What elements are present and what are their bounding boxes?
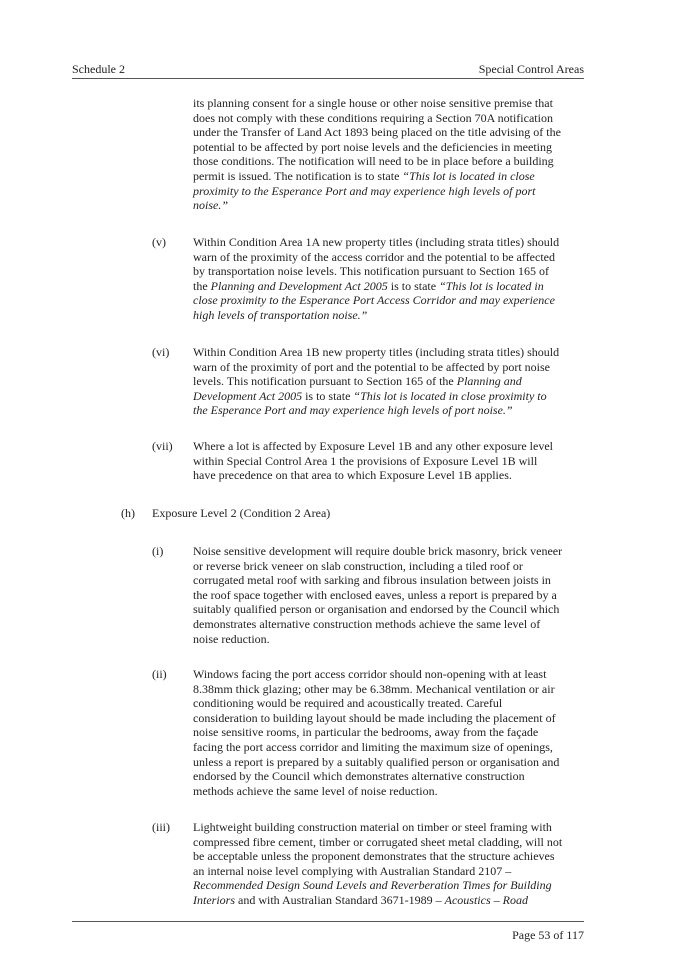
text-line: under the Transfer of Land Act 1893 being placed on the title advising of the — [193, 125, 561, 140]
text-line — [193, 389, 593, 404]
item-ii-text — [193, 667, 593, 798]
italic-quote: proximity to the Esperance Port and may experience high levels of port — [193, 183, 536, 198]
item-number-vii: (vii) — [152, 439, 173, 453]
page-header — [72, 60, 584, 79]
standard-title: Recommended Design Sound Levels and Reverberation Times for Building — [193, 878, 552, 893]
text-span: is to state — [302, 388, 354, 403]
item-number-i: (i) — [152, 544, 164, 558]
text-line: Where a lot is affected by Exposure Level 1B and any other exposure level — [193, 439, 553, 453]
text-line: compressed fibre cement, timber or corrugated sheet metal cladding, will not — [193, 834, 563, 849]
text-line: those conditions. The notification will need to be in place before a building — [193, 154, 554, 169]
continuation-paragraph — [193, 96, 593, 213]
text-line: the roof space together with enclosed eaves, unless a report is prepared by a — [193, 587, 557, 602]
text-line: unless a report is prepared by a suitably qualified person or organisation and — [193, 754, 560, 769]
act-title: Planning and — [456, 374, 522, 389]
text-line: consideration to building layout should be made including the placement of — [193, 710, 556, 725]
text-line: noise reduction. — [193, 631, 270, 646]
italic-quote: “This lot is located in — [439, 278, 544, 293]
page-footer — [72, 921, 584, 942]
italic-quote: noise.” — [193, 198, 229, 213]
text-line — [193, 893, 593, 908]
text-line: demonstrates alternative construction methods achieve the same level of — [193, 616, 541, 631]
italic-quote: high levels of transportation noise.” — [193, 307, 368, 322]
text-span: permit is issued. The notification is to state — [193, 168, 403, 183]
item-number-v: (v) — [152, 235, 166, 249]
text-line: have precedence on that area to which Exposure Level 1B applies. — [193, 468, 512, 483]
text-line: Within Condition Area 1A new property titles (including strata titles) should — [193, 235, 560, 249]
text-line: does not comply with these conditions requiring a Section 70A notification — [193, 110, 553, 125]
standard-title: Interiors — [193, 892, 235, 907]
text-line — [193, 279, 593, 294]
text-span: is to state — [387, 278, 440, 293]
item-number-h: (h) — [121, 506, 135, 520]
item-v-text — [193, 235, 593, 323]
page-number: Page 53 of 117 — [512, 928, 584, 942]
text-line: 8.38mm thick glazing; other may be 6.38mm. Mechanical ventilation or air — [193, 681, 555, 696]
text-span: and with Australian Standard 3671-1989 – — [235, 892, 445, 907]
italic-quote: “This lot is located in close proximity to — [353, 388, 547, 403]
text-line: or reverse brick veneer on slab construction, including a tiled roof or — [193, 558, 523, 573]
text-line: within Special Control Area 1 the provisions of Exposure Level 1B will — [193, 453, 538, 468]
item-number-iii: (iii) — [152, 820, 170, 834]
act-title: Development Act 2005 — [193, 388, 303, 403]
section-heading-exposure-level-2: Exposure Level 2 (Condition 2 Area) — [152, 506, 331, 520]
text-span: the — [193, 278, 211, 293]
text-line: methods achieve the same level of noise reduction. — [193, 783, 438, 798]
text-line: warn of the proximity of port and the potential to be affected by port noise — [193, 359, 551, 374]
item-vi-text — [193, 345, 593, 418]
text-line: endorsed by the Council which demonstrates alternative construction — [193, 769, 525, 784]
header-schedule: Schedule 2 — [72, 62, 125, 76]
act-title: Planning and Development Act 2005 — [210, 278, 388, 293]
text-line: conditioning would be required and acoustically treated. Careful — [193, 696, 503, 711]
italic-quote: “This lot is located in close — [402, 168, 535, 183]
text-line: an internal noise level complying with Australian Standard 2107 – — [193, 863, 512, 878]
text-line: be acceptable unless the proponent demonstrates that the structure achieves — [193, 849, 555, 864]
italic-quote: the Esperance Port and may experience high levels of port noise.” — [193, 403, 513, 418]
text-line: corrugated metal roof with sarking and fibrous insulation between joists in — [193, 573, 551, 588]
text-line: Noise sensitive development will require double brick masonry, brick veneer — [193, 544, 563, 558]
item-i-text — [193, 544, 593, 646]
text-line: noise sensitive rooms, in particular the bedrooms, away from the façade — [193, 725, 539, 740]
item-number-ii: (ii) — [152, 667, 167, 681]
text-line: by transportation noise levels. This notification pursuant to Section 165 of — [193, 264, 550, 279]
italic-quote: close proximity to the Esperance Port Access Corridor and may experience — [193, 293, 555, 308]
header-section-title: Special Control Areas — [478, 62, 584, 76]
text-line: its planning consent for a single house or other noise sensitive premise that — [193, 96, 553, 110]
text-line — [193, 169, 593, 184]
text-line: Lightweight building construction material on timber or steel framing with — [193, 820, 552, 834]
item-number-vi: (vi) — [152, 345, 170, 359]
text-line: suitably qualified person or organisation and endorsed by the Council which — [193, 602, 560, 617]
item-iii-text — [193, 820, 593, 908]
text-line — [193, 374, 593, 389]
text-line: Windows facing the port access corridor should non-opening with at least — [193, 667, 547, 681]
text-line: potential to be affected by port noise levels and the deficiencies in meeting — [193, 139, 552, 154]
item-vii-text — [193, 439, 593, 483]
text-line: Within Condition Area 1B new property titles (including strata titles) should — [193, 345, 560, 359]
text-line: warn of the proximity of the access corridor and the potential to be affected — [193, 249, 555, 264]
text-span: levels. This notification pursuant to Section 165 of the — [193, 374, 457, 389]
text-line: facing the port access corridor and limiting the maximum size of openings, — [193, 739, 553, 754]
standard-title: Acoustics – Road — [444, 892, 528, 907]
